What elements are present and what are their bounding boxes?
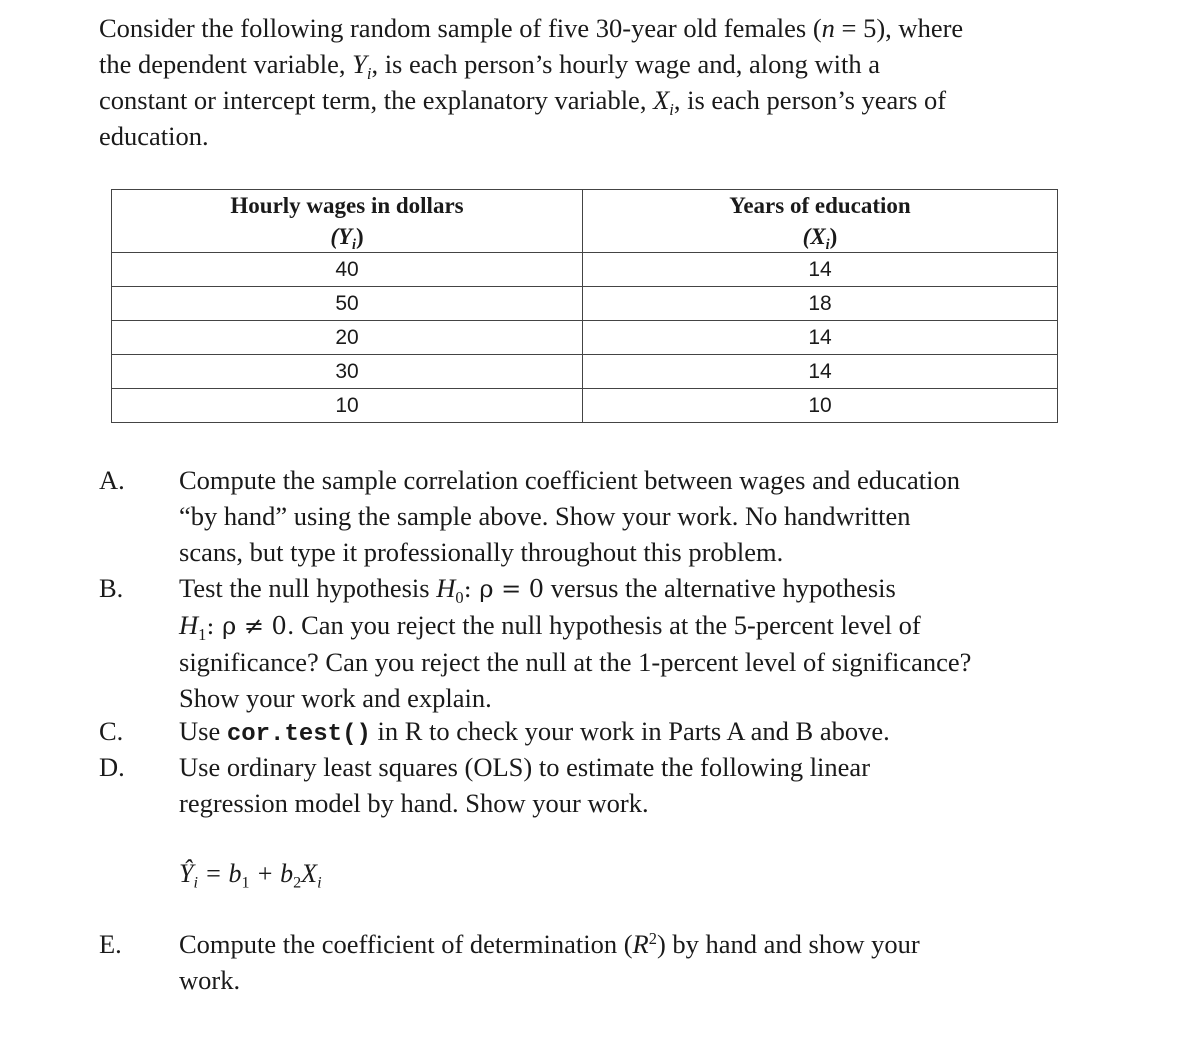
wage-cell: 10 — [112, 389, 583, 423]
intro-line-1: Consider the following random sample of five 30-year old females (n = 5), where — [99, 13, 964, 43]
header-hourly-wages: Hourly wages in dollars $(Y_i)$ — [112, 190, 583, 253]
education-cell: 10 — [583, 389, 1058, 423]
regression-equation: $Ŷ_i = b_1 + b_2X_i$ — [179, 859, 322, 892]
intro-line-4: education. — [99, 121, 209, 151]
table-row — [112, 389, 1058, 423]
table-row — [112, 287, 1058, 321]
question-b-text: Test the null hypothesis $H_0$: ρ = 0 versus the alternative hypothesis $H_1$: ρ ≠ 0. Can you reject the null hypothesis at the 5-percent level of significance? Can you reject the null at the 1-percent level of significance? Show your work and explain. — [179, 573, 972, 713]
question-e-letter: E. — [99, 929, 122, 959]
table-header-row — [112, 190, 1058, 253]
question-a-text: Compute the sample correlation coefficient between wages and education “by hand” using the sample above. Show your work. No handwritten scans, but type it professionally throughout this problem. — [179, 465, 960, 567]
question-c-letter: C. — [99, 716, 124, 746]
question-c-text: Use cor.test() in R to check your work in Parts A and B above. — [179, 716, 890, 748]
education-cell: 18 — [583, 287, 1058, 321]
question-d-letter: D. — [99, 752, 125, 782]
intro-paragraph — [99, 10, 1089, 154]
wage-cell: 50 — [112, 287, 583, 321]
question-d-text: Use ordinary least squares (OLS) to estimate the following linear regression model by hand. Show your work. — [179, 752, 871, 818]
code-cor-test: cor.test() — [226, 721, 371, 748]
header-years-education: Years of education $(X_i)$ — [583, 190, 1058, 253]
table-row — [112, 355, 1058, 389]
question-a-letter: A. — [99, 465, 125, 495]
question-e-text: Compute the coefficient of determination $(R^2)$ by hand and show your work. — [179, 928, 920, 995]
wage-cell: 40 — [112, 253, 583, 287]
data-table — [111, 189, 1058, 423]
education-cell: 14 — [583, 253, 1058, 287]
intro-line-2: the dependent variable, $Y_i$, is each person’s hourly wage and, along with a — [99, 49, 880, 83]
education-cell: 14 — [583, 321, 1058, 355]
wage-cell: 20 — [112, 321, 583, 355]
wage-cell: 30 — [112, 355, 583, 389]
intro-line-3: constant or intercept term, the explanatory variable, $X_i$, is each person’s years of — [99, 85, 947, 119]
table-row — [112, 253, 1058, 287]
table-row — [112, 321, 1058, 355]
education-cell: 14 — [583, 355, 1058, 389]
question-b-letter: B. — [99, 573, 124, 603]
